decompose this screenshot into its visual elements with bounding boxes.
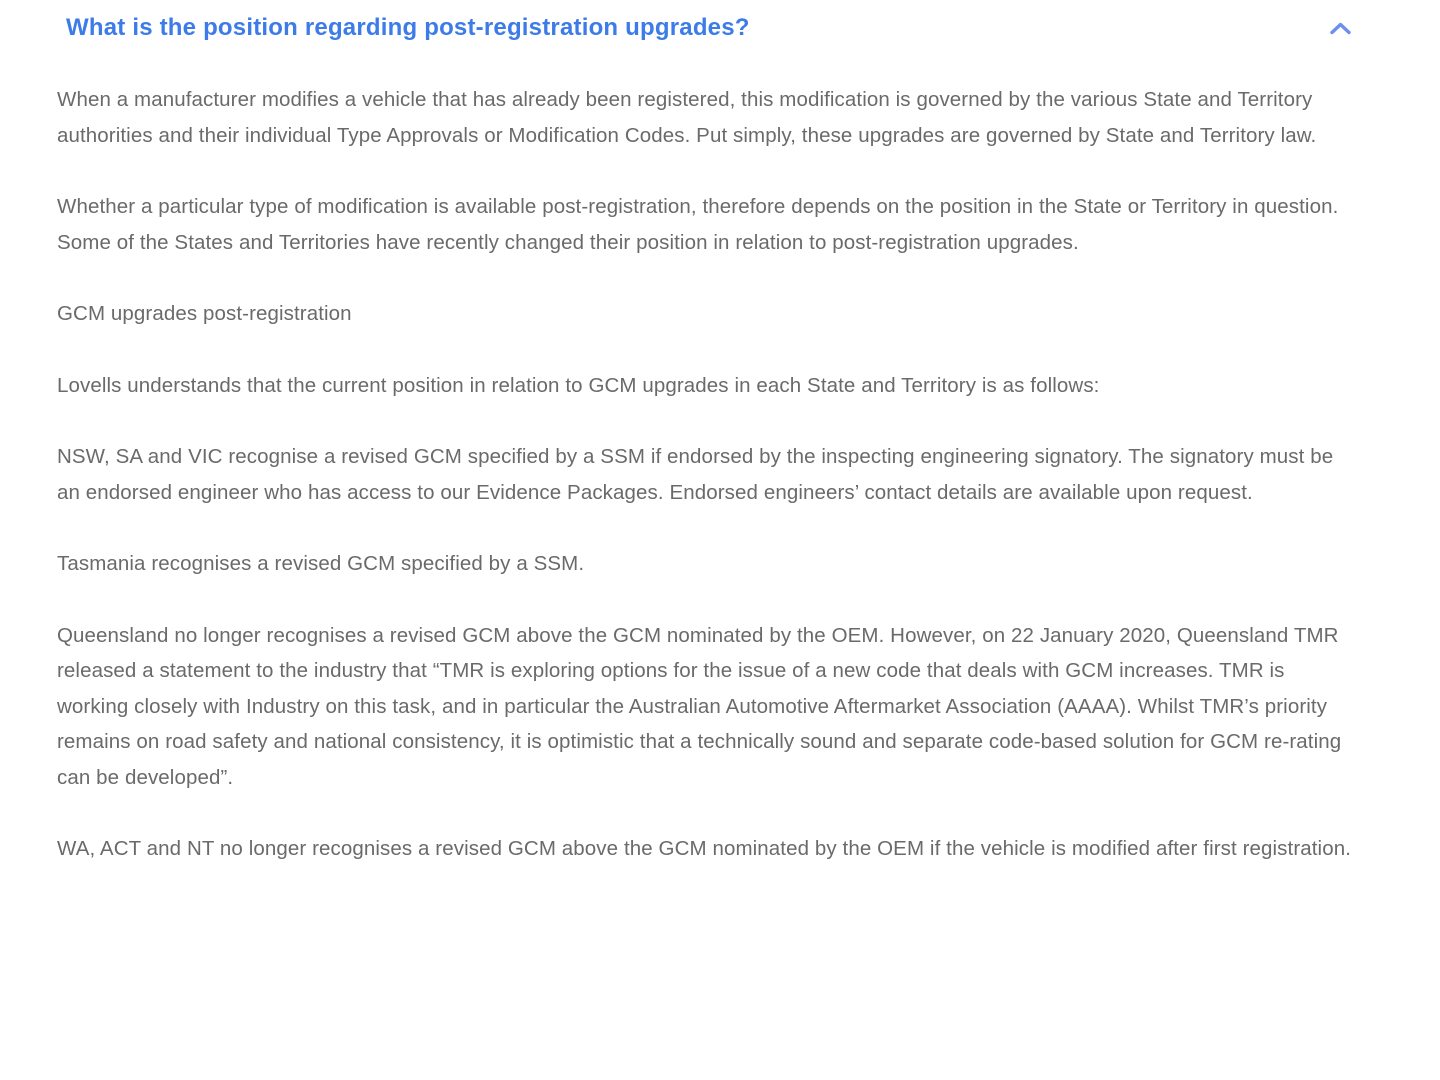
- collapse-toggle-button[interactable]: [1329, 21, 1352, 36]
- answer-paragraph: Whether a particular type of modification is available post-registration, therefore depends on the position in the State or Territory in question. Some of the States and Territories have recently changed their position in relation to post-registration upgrades.: [57, 195, 1339, 254]
- faq-answer-body: [0, 82, 1440, 867]
- faq-question-title[interactable]: What is the position regarding post-registration upgrades?: [66, 14, 750, 41]
- answer-paragraph: NSW, SA and VIC recognise a revised GCM specified by a SSM if endorsed by the inspecting engineering signatory. The signatory must be an endorsed engineer who has access to our Evidence Packages. Endorsed engineers’ contact details are available upon request.: [57, 445, 1334, 504]
- answer-paragraph: Queensland no longer recognises a revised GCM above the GCM nominated by the OEM. However, on 22 January 2020, Queensland TMR released a statement to the industry that “TMR is exploring options for the issue of a new code that deals with GCM increases. TMR is working closely with Industry on this task, and in particular the Australian Automotive Aftermarket Association (AAAA). Whilst TMR’s priority remains on road safety and national consistency, it is optimistic that a technically sound and separate code-based solution for GCM re-rating can be developed”.: [57, 623, 1342, 789]
- answer-paragraph: Lovells understands that the current position in relation to GCM upgrades in each State and Territory is as follows:: [57, 373, 1100, 397]
- chevron-up-icon: [1329, 24, 1352, 39]
- answer-paragraph: Tasmania recognises a revised GCM specified by a SSM.: [57, 552, 585, 575]
- faq-question-header[interactable]: [0, 12, 1440, 44]
- answer-paragraph: When a manufacturer modifies a vehicle that has already been registered, this modification is governed by the various State and Territory authorities and their individual Type Approvals or Modification Codes. Put simply, these upgrades are governed by State and Territory law.: [57, 88, 1317, 147]
- answer-paragraph: GCM upgrades post-registration: [57, 302, 352, 325]
- answer-paragraph: WA, ACT and NT no longer recognises a revised GCM above the GCM nominated by the OEM if the vehicle is modified after first registration.: [57, 837, 1351, 860]
